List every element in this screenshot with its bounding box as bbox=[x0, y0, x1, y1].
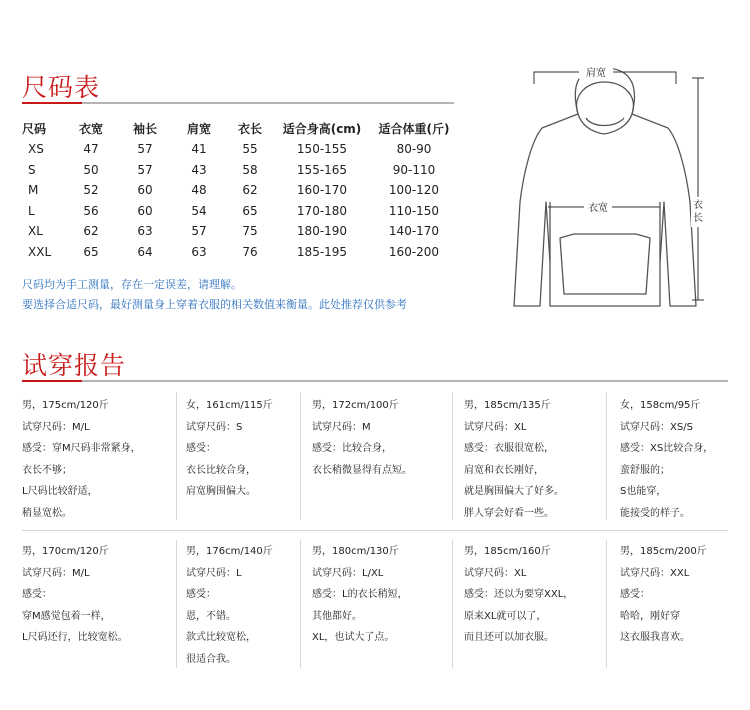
tester-profile: 男，170cm/120斤 bbox=[22, 546, 109, 557]
report-divider-horizontal bbox=[22, 530, 728, 531]
feedback-line: 而且还可以加衣服。 bbox=[464, 632, 554, 643]
report-divider-vertical bbox=[176, 392, 177, 520]
size-table-cell: XXL bbox=[28, 244, 52, 259]
size-table-header-cell: 肩宽 bbox=[186, 121, 211, 136]
size-table-cell: XL bbox=[28, 224, 43, 239]
fitting-report-card bbox=[22, 395, 141, 524]
size-table-cell: 62 bbox=[83, 224, 99, 239]
size-table-cell: 90-110 bbox=[392, 162, 436, 177]
feedback-line: 衣长比较合身， bbox=[186, 464, 256, 476]
size-table-cell: 60 bbox=[137, 183, 153, 198]
fitting-report-card bbox=[186, 541, 273, 670]
feedback-line: 原来XL就可以了， bbox=[464, 610, 547, 622]
tried-size: 试穿尺码：M/L bbox=[22, 421, 90, 433]
tried-size: 试穿尺码：XS/S bbox=[620, 421, 693, 433]
size-table-cell: 140-170 bbox=[388, 224, 440, 239]
feedback-line: 感受：L的衣长稍短， bbox=[312, 589, 408, 600]
size-table-cell: 150-155 bbox=[296, 142, 348, 157]
size-table-cell: 48 bbox=[191, 183, 207, 198]
feedback-line: 衣长不够； bbox=[22, 464, 72, 476]
feedback-line: 感受： bbox=[186, 443, 216, 454]
size-chart-title: 尺码表 bbox=[22, 73, 101, 102]
feedback-line: 就是胸围偏大了好多。 bbox=[464, 486, 564, 497]
feedback-line: 很适合我。 bbox=[186, 653, 236, 665]
size-table-cell: S bbox=[28, 162, 36, 177]
feedback-line: 感受： bbox=[22, 589, 52, 600]
report-divider-vertical bbox=[452, 392, 453, 520]
size-table-cell: 75 bbox=[242, 224, 258, 239]
feedback-line: 哈哈，刚好穿 bbox=[620, 610, 680, 622]
fitting-report-card bbox=[312, 541, 408, 649]
report-divider-vertical bbox=[606, 392, 607, 520]
length-label: 衣长 bbox=[693, 200, 703, 224]
size-table-cell: 180-190 bbox=[296, 224, 348, 239]
size-table-cell: 76 bbox=[242, 244, 258, 259]
shoulder-width-label: 肩宽 bbox=[586, 68, 606, 79]
tester-profile: 男，185cm/200斤 bbox=[620, 546, 707, 557]
size-table-cell: 41 bbox=[191, 142, 207, 157]
tester-profile: 男，175cm/120斤 bbox=[22, 400, 109, 411]
size-table-cell: 60 bbox=[137, 203, 153, 218]
feedback-line: 感受： bbox=[186, 589, 216, 600]
feedback-line: 衣长稍微显得有点短。 bbox=[312, 464, 412, 476]
size-table-cell: 170-180 bbox=[296, 203, 348, 218]
tester-profile: 男，185cm/160斤 bbox=[464, 546, 551, 557]
fitting-report-card bbox=[22, 541, 128, 649]
tried-size: 试穿尺码：XL bbox=[464, 421, 527, 433]
size-table-cell: 57 bbox=[137, 162, 153, 177]
feedback-line: 款式比较宽松， bbox=[186, 632, 256, 643]
tried-size: 试穿尺码：S bbox=[186, 421, 243, 433]
feedback-line: 肩宽和衣长刚好， bbox=[464, 464, 544, 476]
fitting-report-card bbox=[620, 395, 713, 524]
size-table-cell: 50 bbox=[83, 162, 99, 177]
report-divider-vertical bbox=[606, 540, 607, 668]
tried-size: 试穿尺码：XL bbox=[464, 567, 527, 579]
size-table-cell: L bbox=[28, 203, 35, 218]
feedback-line: 感受： bbox=[620, 589, 650, 600]
report-divider-vertical bbox=[300, 540, 301, 668]
size-table-cell: 57 bbox=[191, 224, 207, 239]
feedback-line: 能接受的样子。 bbox=[620, 507, 690, 519]
feedback-line: 稍显宽松。 bbox=[22, 507, 72, 519]
feedback-line: 肩宽胸围偏大。 bbox=[186, 486, 256, 497]
feedback-line: 感受：穿M尺码非常紧身， bbox=[22, 443, 141, 454]
size-note-2: 要选择合适尺码，最好测量身上穿着衣服的相关数值来衡量。此处推荐仅供参考 bbox=[22, 298, 407, 311]
size-table-header-cell: 衣宽 bbox=[78, 121, 103, 136]
tester-profile: 男，185cm/135斤 bbox=[464, 400, 551, 411]
size-table-cell: 160-170 bbox=[296, 183, 348, 198]
size-table-cell: 47 bbox=[83, 142, 99, 157]
feedback-line: 感受：XS比较合身， bbox=[620, 443, 714, 454]
fitting-report-card bbox=[186, 395, 273, 503]
tester-profile: 女，161cm/115斤 bbox=[186, 400, 273, 411]
fitting-report-card bbox=[620, 541, 707, 649]
size-table-cell: 110-150 bbox=[388, 203, 440, 218]
size-table-cell: 62 bbox=[242, 183, 258, 198]
report-divider-vertical bbox=[176, 540, 177, 668]
report-divider-vertical bbox=[300, 392, 301, 520]
size-table-header-cell: 适合身高(cm) bbox=[282, 121, 362, 136]
size-table-header-cell: 袖长 bbox=[132, 121, 157, 136]
feedback-line: 胖人穿会好看一些。 bbox=[464, 507, 554, 519]
feedback-line: 穿M感觉包着一样， bbox=[22, 610, 111, 622]
fitting-report-title: 试穿报告 bbox=[22, 351, 127, 380]
feedback-line: XL，也试大了点。 bbox=[312, 632, 395, 643]
feedback-line: L尺码还行，比较宽松。 bbox=[22, 632, 128, 643]
size-table-cell: 63 bbox=[137, 224, 153, 239]
size-table-cell: XS bbox=[28, 142, 44, 157]
size-table-header-cell: 适合体重(斤) bbox=[378, 121, 450, 136]
size-note-1: 尺码均为手工测量，存在一定误差，请理解。 bbox=[22, 278, 242, 291]
size-table-cell: 52 bbox=[83, 183, 99, 198]
tried-size: 试穿尺码：L bbox=[186, 567, 242, 579]
tester-profile: 男，172cm/100斤 bbox=[312, 400, 399, 411]
feedback-line: 这衣服我喜欢。 bbox=[620, 632, 690, 643]
chest-width-label: 衣宽 bbox=[588, 203, 608, 214]
size-table-cell: 185-195 bbox=[296, 244, 348, 259]
size-table-cell: 54 bbox=[191, 203, 207, 218]
feedback-line: 感受：比较合身， bbox=[312, 443, 392, 454]
size-table-cell: 80-90 bbox=[396, 142, 432, 157]
size-table-cell: 55 bbox=[242, 142, 258, 157]
size-table-cell: 65 bbox=[242, 203, 258, 218]
fitting-report-card bbox=[464, 541, 573, 649]
fitting-report-card bbox=[312, 395, 412, 481]
size-table-cell: 155-165 bbox=[296, 162, 348, 177]
tester-profile: 女，158cm/95斤 bbox=[620, 400, 701, 411]
feedback-line: L尺码比较舒适， bbox=[22, 486, 98, 497]
size-table-cell: 56 bbox=[83, 203, 99, 218]
tried-size: 试穿尺码：XXL bbox=[620, 567, 690, 579]
tried-size: 试穿尺码：M bbox=[312, 421, 371, 433]
size-table-cell: 43 bbox=[191, 162, 207, 177]
size-table-cell: 63 bbox=[191, 244, 207, 259]
size-table-cell: 65 bbox=[83, 244, 99, 259]
size-table-cell: 64 bbox=[137, 244, 153, 259]
tester-profile: 男，180cm/130斤 bbox=[312, 546, 399, 557]
feedback-line: 感受：衣服很宽松， bbox=[464, 443, 554, 454]
size-table-cell: 58 bbox=[242, 162, 258, 177]
size-table-cell: 160-200 bbox=[388, 244, 440, 259]
feedback-line: 蛮舒服的； bbox=[620, 464, 670, 476]
feedback-line: 恩，不错。 bbox=[186, 610, 236, 622]
size-table-header-cell: 衣长 bbox=[237, 121, 262, 136]
fitting-report-card bbox=[464, 395, 564, 524]
tester-profile: 男，176cm/140斤 bbox=[186, 546, 273, 557]
report-divider-vertical bbox=[452, 540, 453, 668]
size-table-cell: 57 bbox=[137, 142, 153, 157]
tried-size: 试穿尺码：L/XL bbox=[312, 567, 384, 579]
size-table-header-cell: 尺码 bbox=[22, 121, 47, 136]
feedback-line: 其他都好。 bbox=[312, 610, 362, 622]
feedback-line: 感受：还以为要穿XXL， bbox=[464, 589, 574, 600]
feedback-line: S也能穿， bbox=[620, 486, 667, 497]
size-table-cell: M bbox=[28, 183, 39, 198]
size-table-cell: 100-120 bbox=[388, 183, 440, 198]
tried-size: 试穿尺码：M/L bbox=[22, 567, 90, 579]
